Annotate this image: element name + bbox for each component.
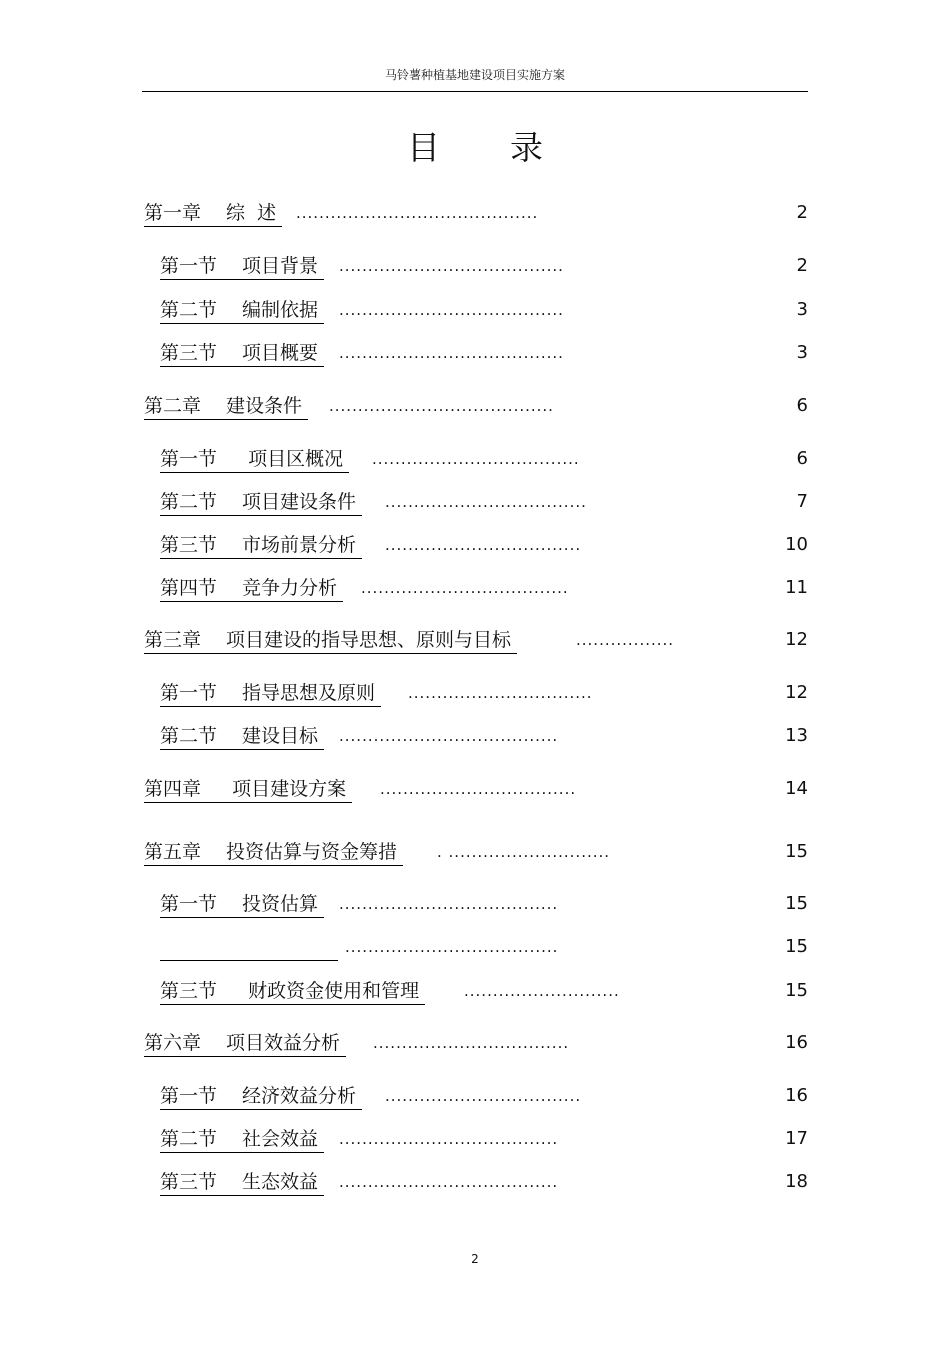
toc-entry-label: 第一节 项目区概况 xyxy=(160,446,349,473)
toc-entry-label: 第一节 指导思想及原则 xyxy=(160,680,381,707)
toc-page-number: 11 xyxy=(785,577,808,598)
toc-leader-dots: .................................. xyxy=(385,1087,582,1105)
toc-page-number: 18 xyxy=(785,1171,808,1192)
toc-leader-dots: ....................................... xyxy=(339,344,564,362)
toc-leader-dots: ................. xyxy=(576,631,675,649)
toc-page-number: 15 xyxy=(785,936,808,957)
toc-leader-dots: ....................................... xyxy=(329,397,554,415)
toc-leader-dots: ..................................... xyxy=(345,938,559,956)
toc-page-number: 14 xyxy=(785,778,808,799)
toc-page-number: 6 xyxy=(796,395,808,416)
toc-entry-section[interactable] xyxy=(0,978,950,1008)
toc-leader-dots: .................................... xyxy=(361,579,569,597)
toc-entry-section[interactable] xyxy=(0,446,950,476)
toc-leader-dots: .................................. xyxy=(380,780,577,798)
toc-entry-label: 第二节 项目建设条件 xyxy=(160,489,362,516)
toc-page-number: 3 xyxy=(796,342,808,363)
toc-leader-dots: .................................... xyxy=(372,450,580,468)
toc-entry-chapter-6[interactable] xyxy=(0,1030,950,1060)
toc-leader-dots: ...................................... xyxy=(339,727,559,745)
toc-entry-label: 第六章 项目效益分析 xyxy=(144,1030,346,1057)
toc-entry-section[interactable] xyxy=(0,1083,950,1113)
toc-entry-section-blank[interactable] xyxy=(0,934,950,964)
toc-entry-label: 第四章 项目建设方案 xyxy=(144,776,352,803)
toc-leader-dots: . ............................ xyxy=(437,843,611,861)
toc-entry-label: 第三节 财政资金使用和管理 xyxy=(160,978,425,1005)
toc-entry-label: 第一节 投资估算 xyxy=(160,891,324,918)
running-header-title: 马铃薯种植基地建设项目实施方案 xyxy=(384,68,565,82)
toc-entry-chapter-1[interactable] xyxy=(0,200,950,230)
toc-entry-label: 第三节 项目概要 xyxy=(160,340,324,367)
toc-leader-dots: ........................... xyxy=(464,982,620,1000)
toc-leader-dots: ....................................... xyxy=(339,301,564,319)
toc-heading: 目录 xyxy=(407,128,613,167)
toc-page-number: 12 xyxy=(785,682,808,703)
toc-leader-dots: ................................ xyxy=(408,684,593,702)
toc-page-number: 13 xyxy=(785,725,808,746)
toc-entry-label: 第四节 竞争力分析 xyxy=(160,575,343,602)
toc-entry-chapter-2[interactable] xyxy=(0,393,950,423)
toc-entry-chapter-4[interactable] xyxy=(0,776,950,806)
toc-entry-label: 第三章 项目建设的指导思想、原则与目标 xyxy=(144,627,517,654)
toc-entry-label: 第二章 建设条件 xyxy=(144,393,308,420)
toc-entry-section[interactable] xyxy=(0,1169,950,1199)
toc-leader-dots: ................................... xyxy=(385,493,587,511)
toc-entry-chapter-5[interactable] xyxy=(0,839,950,869)
toc-page-number: 16 xyxy=(785,1032,808,1053)
toc-entry-section[interactable] xyxy=(0,575,950,605)
toc-entry-label xyxy=(160,934,338,961)
toc-entry-label: 第一节 项目背景 xyxy=(160,253,324,280)
toc-entry-label: 第二节 建设目标 xyxy=(160,723,324,750)
toc-page-number: 2 xyxy=(796,202,808,223)
toc-leader-dots: .................................. xyxy=(373,1034,570,1052)
toc-page-number: 6 xyxy=(796,448,808,469)
toc-entry-label: 第二节 社会效益 xyxy=(160,1126,324,1153)
toc-page-number: 3 xyxy=(796,299,808,320)
toc-page-number: 15 xyxy=(785,893,808,914)
toc-leader-dots: ....................................... xyxy=(339,257,564,275)
toc-entry-section[interactable] xyxy=(0,1126,950,1156)
toc-page-number: 2 xyxy=(796,255,808,276)
footer-page-number: 2 xyxy=(471,1252,479,1266)
toc-leader-dots: .......................................... xyxy=(296,204,539,222)
toc-entry-label: 第三节 市场前景分析 xyxy=(160,532,362,559)
toc-entry-label: 第五章 投资估算与资金筹措 xyxy=(144,839,403,866)
toc-entry-section[interactable] xyxy=(0,891,950,921)
toc-entry-label: 第三节 生态效益 xyxy=(160,1169,324,1196)
toc-entry-label: 第一节 经济效益分析 xyxy=(160,1083,362,1110)
toc-entry-chapter-3[interactable] xyxy=(0,627,950,657)
toc-entry-section[interactable] xyxy=(0,340,950,370)
toc-entry-label: 第一章 综 述 xyxy=(144,200,282,227)
toc-leader-dots: .................................. xyxy=(385,536,582,554)
toc-page-number: 15 xyxy=(785,980,808,1001)
toc-entry-section[interactable] xyxy=(0,253,950,283)
toc-entry-label: 第二节 编制依据 xyxy=(160,297,324,324)
toc-page-number: 7 xyxy=(796,491,808,512)
toc-entry-section[interactable] xyxy=(0,489,950,519)
toc-page-number: 16 xyxy=(785,1085,808,1106)
toc-leader-dots: ...................................... xyxy=(339,1173,559,1191)
toc-entry-section[interactable] xyxy=(0,532,950,562)
toc-entry-section[interactable] xyxy=(0,297,950,327)
toc-page-number: 12 xyxy=(785,629,808,650)
toc-page-number: 17 xyxy=(785,1128,808,1149)
toc-leader-dots: ...................................... xyxy=(339,1130,559,1148)
toc-page-number: 10 xyxy=(785,534,808,555)
toc-leader-dots: ...................................... xyxy=(339,895,559,913)
toc-page-number: 15 xyxy=(785,841,808,862)
toc-entry-section[interactable] xyxy=(0,723,950,753)
toc-entry-section[interactable] xyxy=(0,680,950,710)
